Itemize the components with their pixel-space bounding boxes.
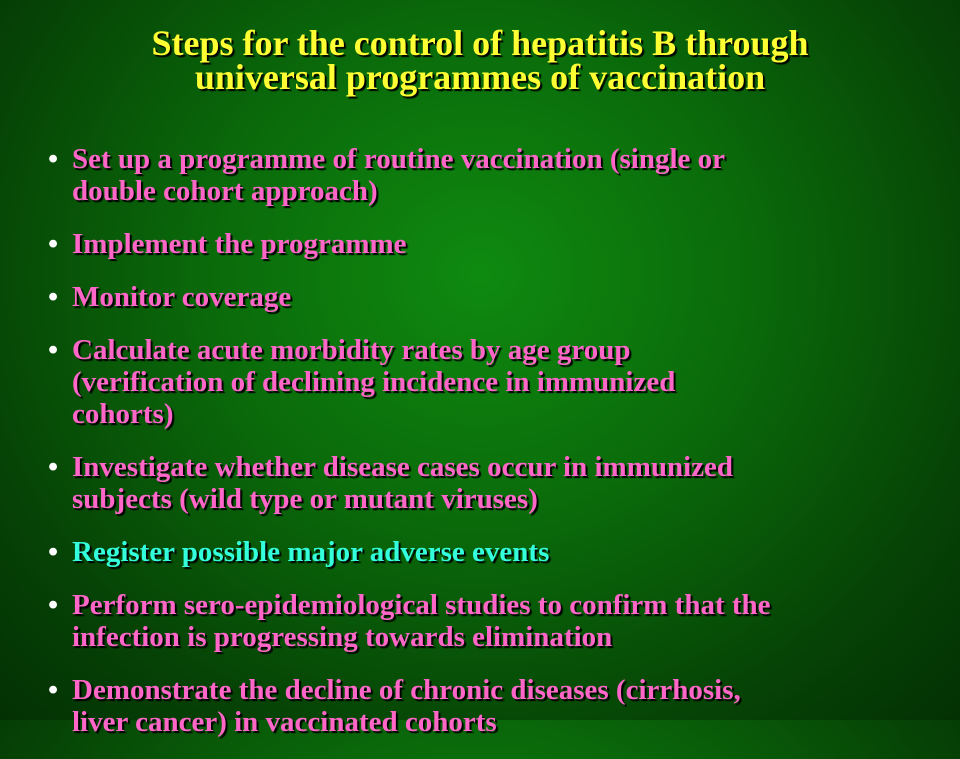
bullet-line: liver cancer) in vaccinated cohorts (72, 706, 497, 738)
bullet-marker: • (48, 228, 59, 260)
bullet-marker: • (48, 334, 59, 366)
bullet-item-routine-vaccination (48, 143, 928, 207)
bullet-marker: • (48, 674, 59, 706)
bullet-marker: • (48, 536, 59, 568)
bullet-item-monitor-coverage (48, 281, 928, 313)
title-line-1: Steps for the control of hepatitis B through (151, 23, 809, 63)
bullet-marker: • (48, 281, 59, 313)
bullet-line: Register possible major adverse events (72, 536, 550, 568)
bullet-line: Perform sero-epidemiological studies to confirm that the (72, 589, 771, 621)
bullet-line: (verification of declining incidence in immunized (72, 366, 676, 398)
bullet-marker: • (48, 451, 59, 483)
bullet-line: Demonstrate the decline of chronic diseases (cirrhosis, (72, 674, 741, 706)
bullet-line: Implement the programme (72, 228, 407, 260)
bullet-item-adverse-events (48, 536, 928, 568)
bullet-marker: • (48, 589, 59, 621)
title-line-2: universal programmes of vaccination (194, 57, 766, 97)
bullet-line: Monitor coverage (72, 281, 292, 313)
slide-title (40, 23, 920, 97)
bullet-item-implement (48, 228, 928, 260)
bullet-marker: • (48, 143, 59, 175)
bullet-item-investigate-cases (48, 451, 928, 515)
bullet-line: Calculate acute morbidity rates by age group (72, 334, 631, 366)
bullet-line: Set up a programme of routine vaccination (single or (72, 143, 725, 175)
bullet-line: double cohort approach) (72, 175, 378, 207)
bullet-line: Investigate whether disease cases occur in immunized (72, 451, 734, 483)
bullet-line: cohorts) (72, 398, 174, 430)
bullet-item-sero-studies (48, 589, 928, 653)
bullet-item-chronic-decline (48, 674, 928, 738)
bullet-line: subjects (wild type or mutant viruses) (72, 483, 538, 515)
bullet-list (48, 143, 928, 759)
bullet-item-morbidity-rates (48, 334, 928, 430)
bullet-line: infection is progressing towards elimination (72, 621, 613, 653)
